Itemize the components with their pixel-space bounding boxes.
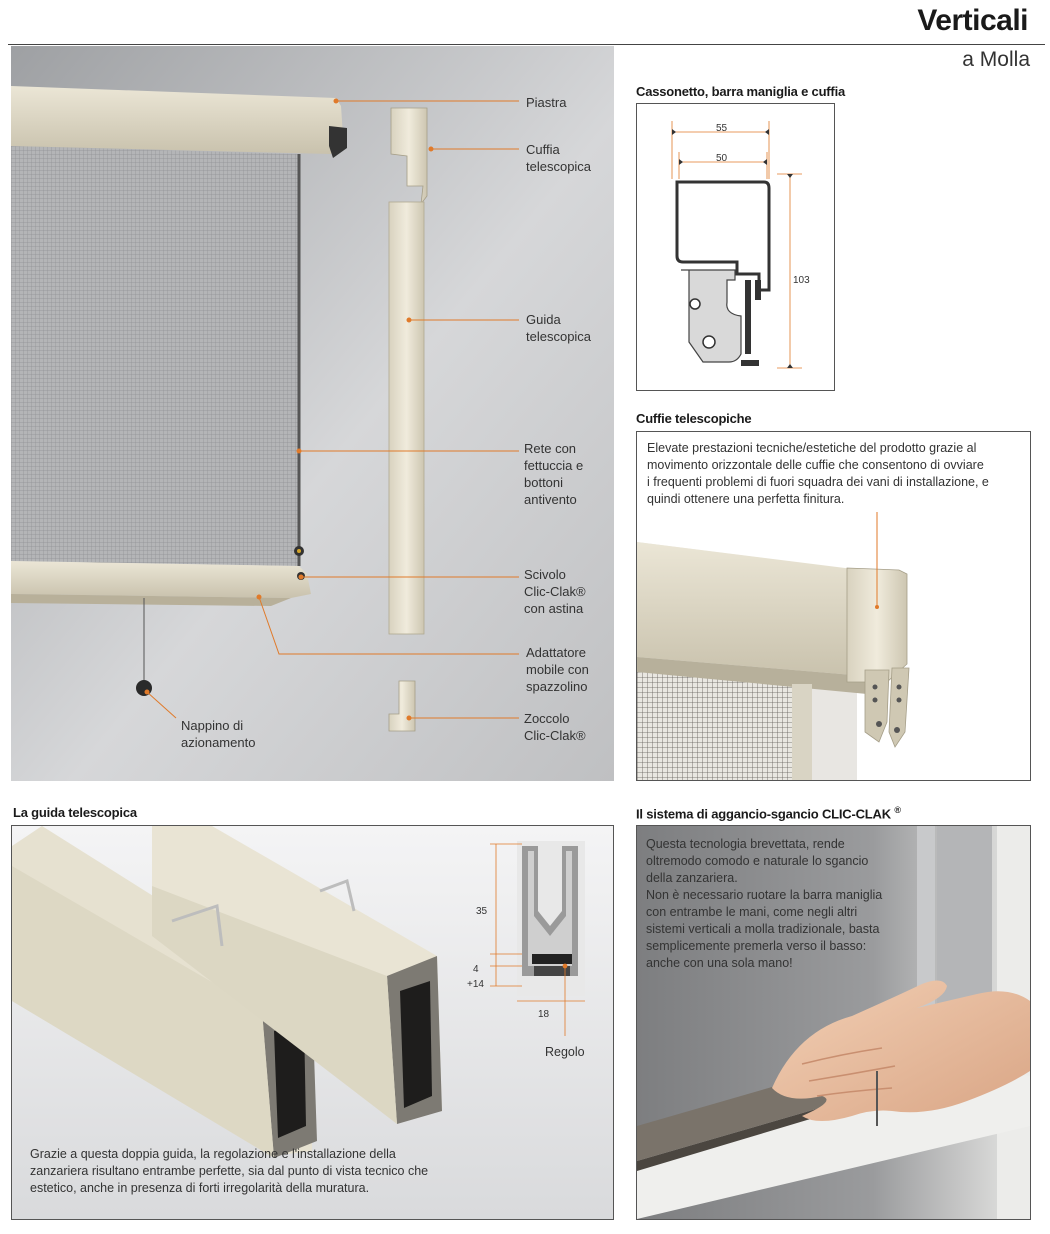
registered-mark: ®: [894, 805, 901, 815]
guida-description: [30, 1146, 605, 1197]
cuffie-box: [636, 431, 1031, 781]
dim-55: 55: [716, 123, 728, 134]
text-line: Questa tecnologia brevettata, rende: [646, 837, 845, 851]
label-line: Clic-Clak®: [524, 728, 586, 743]
label-line: Guida: [526, 312, 561, 327]
label-regolo: Regolo: [545, 1045, 585, 1059]
cassonetto-profile-drawing: [637, 104, 834, 390]
text-line: zanzariera risultano entrambe perfette, sia dal punto di vista tecnico che: [30, 1164, 429, 1178]
label-line: Nappino di: [181, 718, 244, 733]
label-nappino: [181, 717, 255, 751]
cuffie-heading: Cuffie telescopiche: [636, 411, 752, 426]
cassonetto-drawing-box: [636, 103, 835, 391]
label-zoccolo: [524, 710, 586, 744]
label-line: Rete con: [524, 441, 577, 456]
cassonetto-heading: Cassonetto, barra maniglia e cuffia: [636, 84, 846, 99]
label-line: Adattatore: [526, 645, 586, 660]
text-line: della zanzariera.: [646, 871, 738, 885]
label-scivolo: [524, 566, 586, 617]
hero-illustration: [11, 46, 614, 781]
page-title: Verticali: [917, 4, 1028, 37]
hero-drawing: [11, 46, 614, 781]
cuffie-description: [647, 440, 1022, 508]
clicclak-description: [646, 836, 916, 972]
label-cuffia: [526, 141, 591, 175]
guida-box: [11, 825, 614, 1220]
dim-35: 35: [476, 906, 488, 917]
clicclak-box: [636, 825, 1031, 1220]
text-line: movimento orizzontale delle cuffie che consentono di ovviare: [647, 458, 984, 472]
clicclak-heading: [636, 805, 901, 821]
header-rule: [8, 44, 1045, 45]
dim-14: +14: [467, 979, 484, 990]
label-line: antivento: [524, 492, 577, 507]
label-piastra: Piastra: [526, 95, 567, 110]
text-line: con entrambe le mani, come negli altri: [646, 905, 858, 919]
text-line: oltremodo comodo e naturale lo sgancio: [646, 854, 869, 868]
dim-103: 103: [793, 275, 810, 286]
dim-50: 50: [716, 153, 728, 164]
label-rete: [524, 440, 583, 508]
label-line: con astina: [524, 601, 584, 616]
clicclak-heading-text: Il sistema di aggancio-sgancio CLIC-CLAK: [636, 806, 891, 822]
dim-4: 4: [473, 964, 479, 975]
label-line: Scivolo: [524, 567, 566, 582]
label-line: Clic-Clak®: [524, 584, 586, 599]
text-line: i frequenti problemi di fuori squadra dei vani di installazione, e: [647, 475, 989, 489]
guida-heading: La guida telescopica: [13, 805, 137, 820]
label-line: Zoccolo: [524, 711, 570, 726]
label-adattatore: [526, 644, 589, 695]
label-guida: [526, 311, 591, 345]
text-line: Non è necessario ruotare la barra maniglia: [646, 888, 883, 902]
label-line: telescopica: [526, 159, 592, 174]
label-line: azionamento: [181, 735, 256, 750]
label-line: Cuffia: [526, 142, 560, 157]
text-line: semplicemente premerla verso il basso:: [646, 939, 867, 953]
label-line: telescopica: [526, 329, 592, 344]
label-line: bottoni: [524, 475, 564, 490]
dim-18: 18: [538, 1009, 550, 1020]
label-line: fettuccia e: [524, 458, 584, 473]
label-line: spazzolino: [526, 679, 588, 694]
text-line: quindi ottenere una perfetta finitura.: [647, 492, 845, 506]
text-line: Grazie a questa doppia guida, la regolazione e l'installazione della: [30, 1147, 396, 1161]
text-line: sistemi verticali a molla tradizionale, basta: [646, 922, 880, 936]
page-subtitle: a Molla: [962, 48, 1030, 71]
text-line: Elevate prestazioni tecniche/estetiche del prodotto grazie al: [647, 441, 977, 455]
text-line: anche con una sola mano!: [646, 956, 793, 970]
text-line: estetico, anche in presenza di forti irregolarità della muratura.: [30, 1181, 370, 1195]
label-line: mobile con: [526, 662, 589, 677]
